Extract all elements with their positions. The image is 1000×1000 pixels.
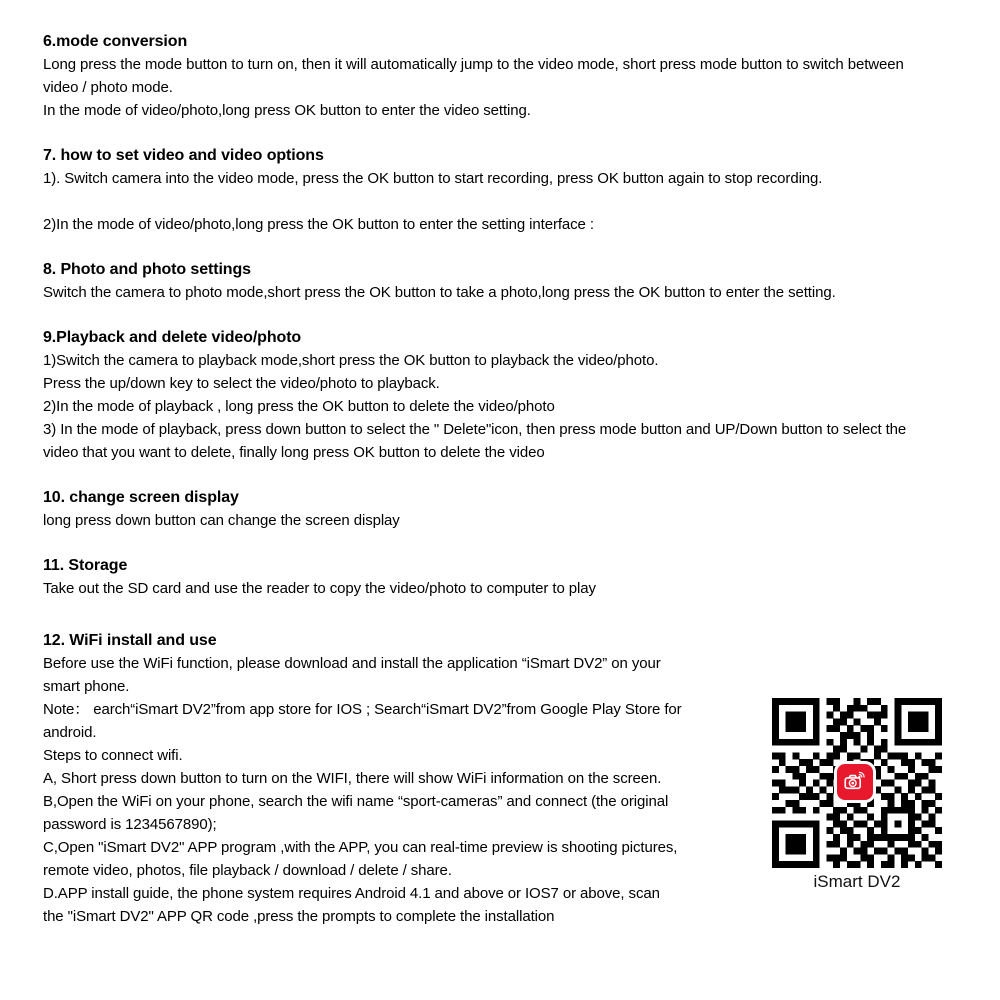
text-line: A, Short press down button to turn on the WIFI, there will show WiFi information on the screen. (43, 770, 662, 787)
section-heading: 6.mode conversion (43, 33, 188, 50)
text-line: Press the up/down key to select the video/photo to playback. (43, 375, 440, 392)
text-line: the "iSmart DV2" APP QR code ,press the prompts to complete the installation (43, 908, 555, 925)
section-10 (43, 486, 973, 532)
camera-wifi-glyph (842, 769, 868, 795)
text-line: smart phone. (43, 678, 130, 695)
text-line: video / photo mode. (43, 79, 173, 96)
section-6 (43, 30, 973, 122)
text-line (43, 190, 973, 213)
text-line: Steps to connect wifi. (43, 747, 183, 764)
section-7 (43, 144, 973, 236)
text-line: D.APP install guide, the phone system requires Android 4.1 and above or IOS7 or above, scan (43, 885, 660, 902)
section-heading: 8. Photo and photo settings (43, 261, 251, 278)
section-9 (43, 326, 973, 464)
qr-block (772, 698, 942, 892)
section-heading: 9.Playback and delete video/photo (43, 329, 302, 346)
camera-app-icon (837, 764, 873, 800)
text-line: 1). Switch camera into the video mode, press the OK button to start recording, press OK button again to stop recording. (43, 170, 823, 187)
section-11 (43, 554, 973, 600)
text-line: Before use the WiFi function, please download and install the application “iSmart DV2” on your (43, 655, 661, 672)
text-line: Note： earch“iSmart DV2”from app store for IOS ; Search“iSmart DV2”from Google Play Store for (43, 701, 682, 718)
text-line: remote video, photos, file playback / download / delete / share. (43, 862, 452, 879)
section-8 (43, 258, 973, 304)
section-heading: 7. how to set video and video options (43, 147, 324, 164)
text-line: B,Open the WiFi on your phone, search the wifi name “sport-cameras” and connect (the original (43, 793, 669, 810)
text-line: In the mode of video/photo,long press OK button to enter the video setting. (43, 102, 531, 119)
text-line: Switch the camera to photo mode,short press the OK button to take a photo,long press the OK button to enter the setting. (43, 284, 836, 301)
text-line: android. (43, 724, 97, 741)
text-line: Take out the SD card and use the reader to copy the video/photo to computer to play (43, 580, 596, 597)
text-line: 1)Switch the camera to playback mode,short press the OK button to playback the video/photo. (43, 352, 659, 369)
text-line: password is 1234567890); (43, 816, 217, 833)
qr-caption: iSmart DV2 (813, 872, 901, 891)
text-line: 2)In the mode of playback , long press the OK button to delete the video/photo (43, 398, 555, 415)
text-line: long press down button can change the screen display (43, 512, 400, 529)
text-line: 2)In the mode of video/photo,long press the OK button to enter the setting interface : (43, 216, 594, 233)
section-heading: 10. change screen display (43, 489, 239, 506)
section-heading: 11. Storage (43, 557, 128, 574)
text-line: C,Open "iSmart DV2" APP program ,with the APP, you can real-time preview is shooting pictures, (43, 839, 678, 856)
text-line: 3) In the mode of playback, press down button to select the " Delete"icon, then press mode button and UP/Down button to select the (43, 421, 907, 438)
text-line: Long press the mode button to turn on, then it will automatically jump to the video mode, short press mode button to switch between (43, 56, 904, 73)
section-heading: 12. WiFi install and use (43, 632, 217, 649)
text-line: video that you want to delete, finally long press OK button to delete the video (43, 444, 545, 461)
